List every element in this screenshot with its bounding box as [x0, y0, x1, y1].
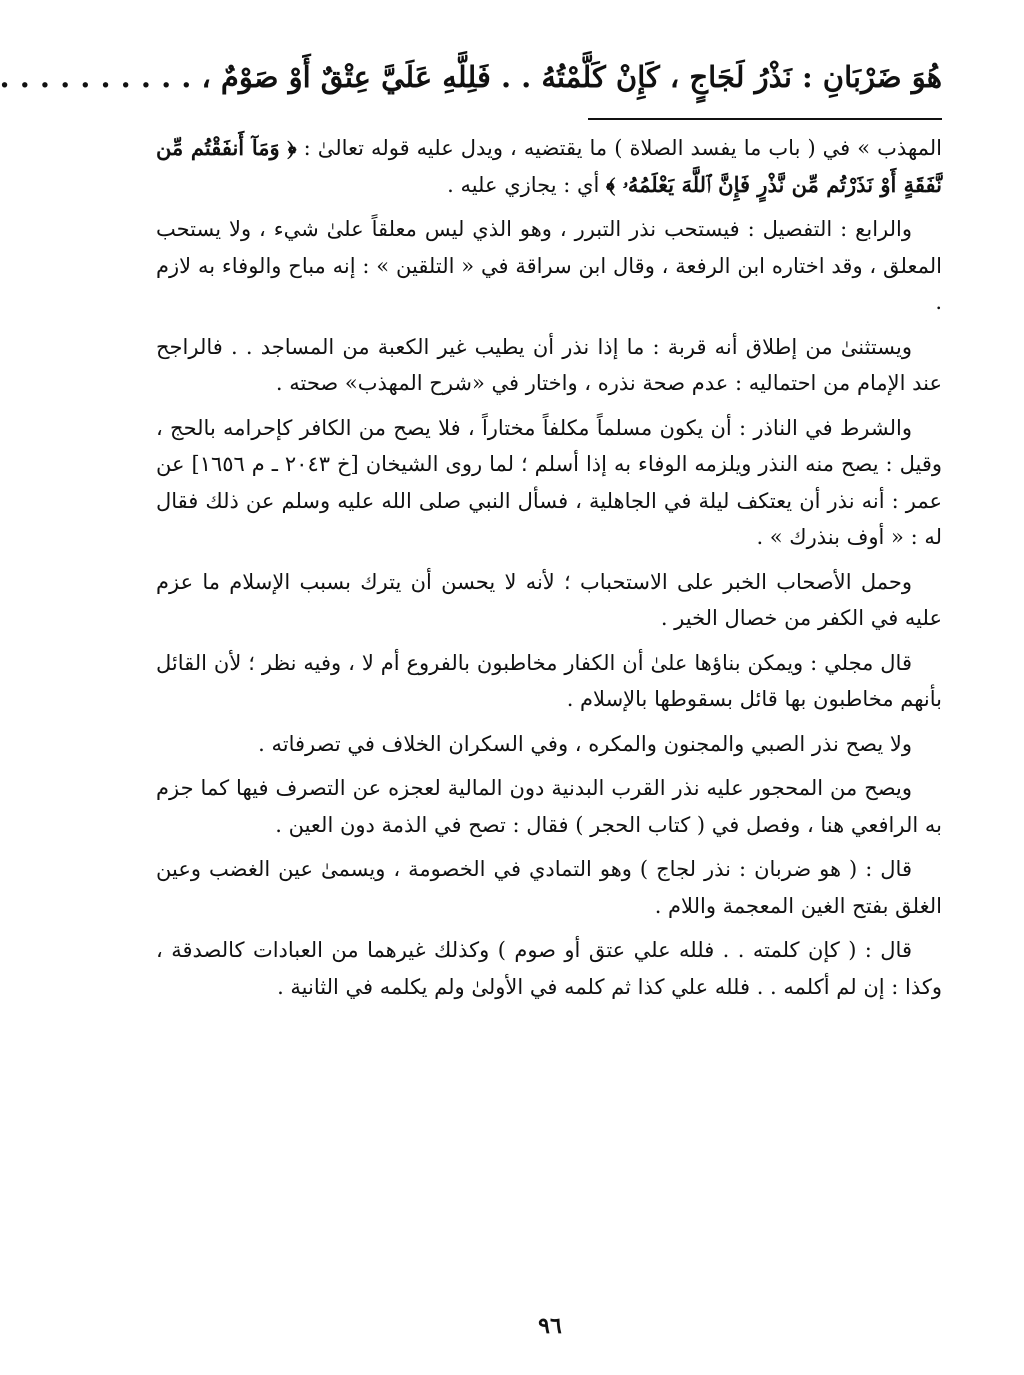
commentary-body	[156, 130, 942, 1005]
separator-rule	[588, 118, 942, 120]
matn-line: هُوَ ضَرْبَانِ : نَذْرُ لَجَاجٍ ، كَإِنْ كَلَّمْتُهُ . . فَلِلَّهِ عَلَيَّ عِتْقٌ أَوْ صَوْمٌ ، . . . . . . . . . .	[0, 60, 942, 94]
quran-verse: ﴿ وَمَآ أَنفَقْتُم مِّن نَّفَقَةٍ أَوْ نَذَرْتُم مِّن نَّذْرٍ فَإِنَّ ٱللَّهَ يَعْلَمُهُۥ ﴾	[156, 135, 942, 197]
paragraph-4: والشرط في الناذر : أن يكون مسلماً مكلفاً مختاراً ، فلا يصح من الكافر كإحرامه بالحج ، وقيل : يصح منه النذر ويلزمه الوفاء به إذا أسلم ؛ لما روى الشيخان [خ ٢٠٤٣ ـ م ١٦٥٦] عن عمر : أنه نذر أن يعتكف ليلة في الجاهلية ، فسأل النبي صلى الله عليه وسلم عن ذلك فقال له : « أوف بنذرك » .	[156, 415, 943, 549]
paragraph-1	[156, 130, 942, 203]
paragraph-3: ويستثنىٰ من إطلاق أنه قربة : ما إذا نذر أن يطيب غير الكعبة من المساجد . . فالراجح عند الإمام من احتماليه : عدم صحة نذره ، واختار في «شرح المهذب» صحته .	[156, 334, 942, 395]
paragraph-8: ويصح من المحجور عليه نذر القرب البدنية دون المالية لعجزه عن التصرف فيها كما جزم به الرافعي هنا ، وفصل في ( كتاب الحجر ) فقال : تصح في الذمة دون العين .	[156, 776, 942, 837]
page	[0, 52, 943, 1345]
paragraph-1-before: المهذب » في ( باب ما يفسد الصلاة ) ما يقتضيه ، ويدل عليه قوله تعالىٰ :	[296, 136, 942, 160]
paragraph-5: وحمل الأصحاب الخبر على الاستحباب ؛ لأنه لا يحسن أن يترك بسبب الإسلام ما عزم عليه في الكفر من خصال الخير .	[156, 569, 942, 630]
paragraph-6: قال مجلي : ويمكن بناؤها علىٰ أن الكفار مخاطبون بالفروع أم لا ، وفيه نظر ؛ لأن القائل بأنهم مخاطبون بها قائل بسقوطها بالإسلام .	[156, 650, 942, 711]
paragraph-2: والرابع : التفصيل : فيستحب نذر التبرر ، وهو الذي ليس معلقاً علىٰ شيء ، ولا يستحب المعلق ، وقد اختاره ابن الرفعة ، وقال ابن سراقة في « التلقين » : إنه مباح والوفاء به لازم .	[156, 217, 942, 314]
paragraph-1-after: أي : يجازي عليه .	[447, 172, 606, 197]
paragraph-7: ولا يصح نذر الصبي والمجنون والمكره ، وفي السكران الخلاف في تصرفاته .	[258, 731, 912, 756]
paragraph-9: قال : ( هو ضربان : نذر لجاج ) وهو التمادي في الخصومة ، ويسمىٰ عين الغضب وعين الغلق بفتح الغين المعجمة واللام .	[156, 857, 942, 918]
page-number: ٩٦	[538, 1313, 562, 1339]
paragraph-10: قال : ( كإن كلمته . . فلله علي عتق أو صوم ) وكذلك غيرهما من العبادات كالصدقة ، وكذا : إن لم أكلمه . . فلله علي كذا ثم كلمه في الأولىٰ ولم يكلمه في الثانية .	[156, 938, 942, 999]
